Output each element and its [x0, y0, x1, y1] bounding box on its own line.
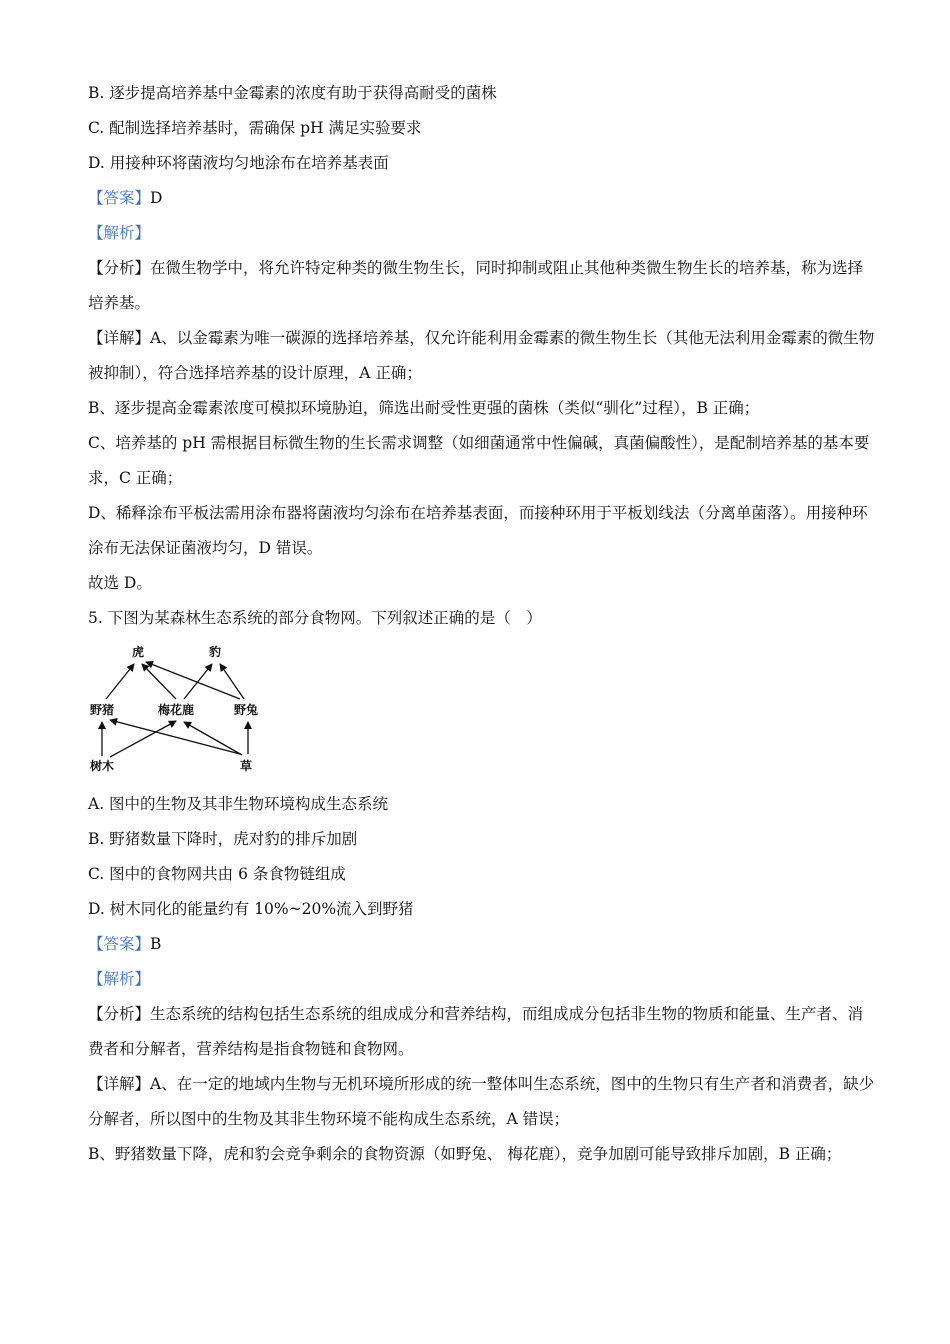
q4-fenxi	[88, 251, 878, 321]
answer-value: D	[150, 189, 163, 207]
q5-detail-b: B、野猪数量下降，虎和豹会竞争剩余的食物资源（如野兔、 梅花鹿），竞争加剧可能导致排斥加剧，B 正确；	[88, 1145, 842, 1163]
detail-tag: 【详解】	[88, 329, 151, 347]
fenxi-text: 在微生物学中，将允许特定种类的微生物生长，同时抑制或阻止其他种类微生物生长的培养基，称为选择培养基。	[88, 259, 864, 312]
q5-option-d: D. 树木同化的能量约有 10%~20%流入到野猪	[88, 900, 414, 918]
q4-detail-d: D、稀释涂布平板法需用涂布器将菌液均匀涂布在培养基表面，而接种环用于平板划线法（分离单菌落）。用接种环涂布无法保证菌液均匀，D 错误。	[88, 504, 868, 557]
q5-detail-a	[88, 1067, 878, 1137]
edge-tree-deer	[110, 721, 176, 757]
answer-tag: 【答案】	[88, 189, 151, 207]
q5-answer	[88, 927, 878, 962]
q5-option-b: B. 野猪数量下降时，虎对豹的排斥加剧	[88, 830, 358, 848]
answer-tag: 【答案】	[88, 935, 151, 953]
q4-detail-b: B、逐步提高金霉素浓度可模拟环境胁迫，筛选出耐受性更强的菌株（类似“驯化”过程），B 正确；	[88, 399, 760, 417]
q4-detail-c: C、培养基的 pH 需根据目标微生物的生长需求调整（如细菌通常中性偏碱，真菌偏酸性），是配制培养基的基本要求，C 正确；	[88, 434, 870, 487]
q4-conclusion: 故选 D。	[88, 574, 152, 592]
fenxi-text: 生态系统的结构包括生态系统的组成成分和营养结构，而组成成分包括非生物的物质和能量、生产者、消费者和分解者，营养结构是指食物链和食物网。	[88, 1005, 864, 1058]
node-grass: 草	[239, 759, 253, 773]
q5-option-a: A. 图中的生物及其非生物环境构成生态系统	[88, 795, 389, 813]
node-tree: 树木	[89, 759, 115, 773]
fenxi-tag: 【分析】	[88, 259, 151, 277]
detail-tag: 【详解】	[88, 1075, 151, 1093]
edge-grass-deer	[184, 722, 242, 755]
q5-analysis-tag: 【解析】	[88, 970, 151, 988]
q4-option-d: D. 用接种环将菌液均匀地涂布在培养基表面	[88, 154, 389, 172]
edge-deer-tiger	[142, 664, 176, 699]
food-web-diagram	[88, 642, 278, 777]
edge-grass-boar	[110, 720, 240, 754]
node-rabbit: 野兔	[233, 703, 259, 717]
q4-option-c: C. 配制选择培养基时，需确保 pH 满足实验要求	[88, 119, 422, 137]
edge-rabbit-leopard	[220, 664, 244, 699]
edge-deer-leopard	[184, 664, 212, 699]
q4-analysis-tag: 【解析】	[88, 224, 151, 242]
q5-option-c: C. 图中的食物网共由 6 条食物链组成	[88, 865, 346, 883]
node-leopard: 豹	[208, 645, 222, 659]
q5-stem: 5. 下图为某森林生态系统的部分食物网。下列叙述正确的是（ ）	[88, 609, 542, 627]
edge-boar-tiger	[106, 664, 134, 699]
node-deer: 梅花鹿	[157, 703, 195, 717]
document-page	[88, 76, 878, 1172]
node-tiger: 虎	[131, 645, 145, 659]
detail-a-text: A、以金霉素为唯一碳源的选择培养基，仅允许能利用金霉素的微生物生长（其他无法利用金霉素的微生物被抑制），符合选择培养基的设计原理，A 正确；	[88, 329, 875, 382]
node-boar: 野猪	[89, 703, 115, 717]
answer-value: B	[150, 935, 162, 953]
edge-rabbit-tiger	[146, 662, 240, 699]
fenxi-tag: 【分析】	[88, 1005, 151, 1023]
q4-option-b: B. 逐步提高培养基中金霉素的浓度有助于获得高耐受的菌株	[88, 84, 497, 102]
q4-detail-a	[88, 321, 878, 391]
q4-answer	[88, 181, 878, 216]
q5-fenxi	[88, 997, 878, 1067]
detail-a-text: A、在一定的地域内生物与无机环境所形成的统一整体叫生态系统，图中的生物只有生产者和消费者，缺少分解者，所以图中的生物及其非生物环境不能构成生态系统，A 错误；	[88, 1075, 875, 1128]
